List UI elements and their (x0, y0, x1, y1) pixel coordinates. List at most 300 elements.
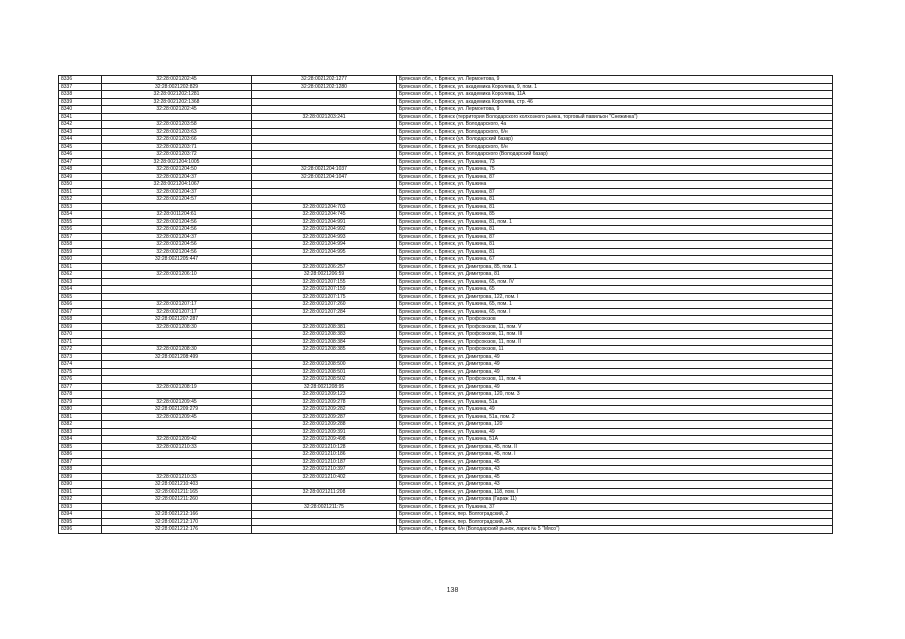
parcel-number-cell: 32:28:0021204:1067 (102, 181, 252, 189)
address-cell: Брянская обл., г. Брянск, ул. Пушкина, 67 (397, 256, 833, 264)
parcel-number-cell: 32:28:0021212:170 (102, 518, 252, 526)
address-cell: Брянская обл., г. Брянск, ул. Профсоюзов, 11 (397, 346, 833, 354)
parcel-number-cell: 32:28:0011204:61 (102, 211, 252, 219)
object-number-cell (252, 316, 397, 324)
row-number-cell: 8360 (59, 256, 102, 264)
row-number-cell: 8342 (59, 121, 102, 129)
parcel-number-cell (102, 451, 252, 459)
object-number-cell (252, 481, 397, 489)
address-cell: Брянская обл., г. Брянск, ул. Пушкина, 87 (397, 173, 833, 181)
object-number-cell (252, 496, 397, 504)
parcel-number-cell: 32:28:0021208:499 (102, 353, 252, 361)
table-row (59, 383, 833, 391)
table-row (59, 128, 833, 136)
address-cell: Брянская обл., г. Брянск, ул. Пушкина, 81, пом. 1 (397, 218, 833, 226)
row-number-cell: 8350 (59, 181, 102, 189)
address-cell: Брянская обл., г. Брянск, ул. Димитрова, 49 (397, 353, 833, 361)
table-row (59, 188, 833, 196)
object-number-cell: 32:28:0021210:186 (252, 451, 397, 459)
parcel-number-cell: 32:28:0021208:30 (102, 323, 252, 331)
table-row (59, 421, 833, 429)
object-number-cell (252, 188, 397, 196)
address-cell: Брянская обл., г. Брянск, ул. Пушкина, 51А (397, 436, 833, 444)
row-number-cell: 8396 (59, 526, 102, 534)
table-row (59, 196, 833, 204)
object-number-cell (252, 518, 397, 526)
row-number-cell: 8388 (59, 466, 102, 474)
row-number-cell: 8338 (59, 91, 102, 99)
row-number-cell: 8371 (59, 338, 102, 346)
row-number-cell: 8390 (59, 481, 102, 489)
row-number-cell: 8380 (59, 406, 102, 414)
object-number-cell: 32:28:0021207:159 (252, 286, 397, 294)
address-cell: Брянская обл., г. Брянск, ул. Димитрова, 43 (397, 481, 833, 489)
table-row (59, 496, 833, 504)
row-number-cell: 8383 (59, 428, 102, 436)
address-cell: Брянская обл., г. Брянск, ул. Димитрова, 49 (397, 361, 833, 369)
object-number-cell: 32:28:0021207:284 (252, 308, 397, 316)
table-row (59, 106, 833, 114)
table-row (59, 256, 833, 264)
row-number-cell: 8376 (59, 376, 102, 384)
address-cell: Брянская обл., г. Брянск, ул. Пушкина, 75 (397, 166, 833, 174)
object-number-cell: 32:28:0021210:187 (252, 458, 397, 466)
parcel-number-cell: 32:28:0021203:66 (102, 136, 252, 144)
row-number-cell: 8343 (59, 128, 102, 136)
row-number-cell: 8378 (59, 391, 102, 399)
table-row (59, 518, 833, 526)
table-row (59, 301, 833, 309)
row-number-cell: 8363 (59, 278, 102, 286)
table-row (59, 338, 833, 346)
object-number-cell: 32:28:0021210:402 (252, 473, 397, 481)
parcel-number-cell: 32:28:0021206:10 (102, 271, 252, 279)
parcel-number-cell: 32:28:0021210:403 (102, 481, 252, 489)
address-cell: Брянская обл., г. Брянск, ул. Пушкина, 49 (397, 428, 833, 436)
address-cell: Брянская обл., г. Брянск, ул. Димитрова, 118, пом. I (397, 488, 833, 496)
row-number-cell: 8367 (59, 308, 102, 316)
address-cell: Брянская обл., г. Брянск, ул. Димитрова (Гараж 11) (397, 496, 833, 504)
table-row (59, 436, 833, 444)
parcel-number-cell: 32:28:0021210:33 (102, 473, 252, 481)
parcel-number-cell: 32:28:0021204:37 (102, 173, 252, 181)
row-number-cell: 8362 (59, 271, 102, 279)
parcel-number-cell: 32:28:0021205:447 (102, 256, 252, 264)
address-cell: Брянская обл., г. Брянск, ул. Пушкина, 81 (397, 203, 833, 211)
row-number-cell: 8356 (59, 226, 102, 234)
address-cell: Брянская обл., г. Брянск (территория Володарского колхозного рынка, торговый павильон "Снежинка") (397, 113, 833, 121)
parcel-number-cell: 32:28:0021207:17 (102, 308, 252, 316)
parcel-number-cell: 32:28:0021207:287 (102, 316, 252, 324)
row-number-cell: 8372 (59, 346, 102, 354)
address-cell: Брянская обл., г. Брянск, ул. Профсоюзов, 11, пом. II (397, 338, 833, 346)
object-number-cell (252, 91, 397, 99)
row-number-cell: 8381 (59, 413, 102, 421)
address-cell: Брянская обл., г. Брянск, ул. Володарского, 4а (397, 121, 833, 129)
row-number-cell: 8353 (59, 203, 102, 211)
object-number-cell (252, 196, 397, 204)
parcel-number-cell: 32:28:0021209:42 (102, 436, 252, 444)
address-cell: Брянская обл., г. Брянск, ул. Димитрова, 45 (397, 458, 833, 466)
object-number-cell: 32:28:0021202:1280 (252, 83, 397, 91)
parcel-number-cell: 32:28:0021203:58 (102, 121, 252, 129)
address-cell: Брянская обл., г. Брянск, ул. Димитрова, 45, пом. II (397, 443, 833, 451)
address-cell: Брянская обл., г. Брянск, ул. Володарского (Володарский базар) (397, 151, 833, 159)
object-number-cell: 32:28:0021211:208 (252, 488, 397, 496)
table-row (59, 91, 833, 99)
table-row (59, 121, 833, 129)
table-row (59, 331, 833, 339)
address-cell: Брянская обл., г. Брянск, ул. Профсоюзов, 11, пом. III (397, 331, 833, 339)
table-row (59, 316, 833, 324)
table-row (59, 293, 833, 301)
parcel-number-cell (102, 331, 252, 339)
parcel-number-cell (102, 203, 252, 211)
address-cell: Брянская обл., г. Брянск, ул. академика Королева, 9, пом. 1 (397, 83, 833, 91)
row-number-cell: 8344 (59, 136, 102, 144)
object-number-cell (252, 106, 397, 114)
object-number-cell (252, 158, 397, 166)
table-row (59, 308, 833, 316)
address-cell: Брянская обл., г. Брянск, ул. Пушкина, 65, пом. IV (397, 278, 833, 286)
object-number-cell: 32:28:0021204:745 (252, 211, 397, 219)
object-number-cell: 32:28:0021210:128 (252, 443, 397, 451)
address-cell: Брянская обл., г. Брянск, ул. академика Королева, стр. 46 (397, 98, 833, 106)
parcel-number-cell: 32:28:0021207:17 (102, 301, 252, 309)
object-number-cell: 32:28:0021204:1047 (252, 173, 397, 181)
row-number-cell: 8337 (59, 83, 102, 91)
object-number-cell (252, 98, 397, 106)
address-cell: Брянская обл., г. Брянск, ул. Пушкина, 65, пом. 1 (397, 301, 833, 309)
row-number-cell: 8336 (59, 76, 102, 84)
row-number-cell: 8377 (59, 383, 102, 391)
address-cell: Брянская обл., г. Брянск, ул. академика Королева, 11А (397, 91, 833, 99)
table-row (59, 158, 833, 166)
parcel-number-cell: 32:28:0021204:37 (102, 233, 252, 241)
row-number-cell: 8394 (59, 511, 102, 519)
parcel-number-cell: 32:28:0021202:45 (102, 76, 252, 84)
table-row (59, 428, 833, 436)
address-cell: Брянская обл., г. Брянск, ул. Пушкина, 81 (397, 226, 833, 234)
address-cell: Брянская обл., г. Брянск, ул. Димитрова, 45, пом. I (397, 451, 833, 459)
table-row (59, 526, 833, 534)
parcel-number-cell: 32:28:0021211:260 (102, 496, 252, 504)
row-number-cell: 8385 (59, 443, 102, 451)
address-cell: Брянская обл., г. Брянск, ул. Володарского, б/н (397, 143, 833, 151)
parcel-number-cell (102, 428, 252, 436)
table-row (59, 113, 833, 121)
row-number-cell: 8341 (59, 113, 102, 121)
parcel-number-cell: 32:28:0021212:166 (102, 511, 252, 519)
object-number-cell: 32:28:0021204:991 (252, 218, 397, 226)
address-cell: Брянская обл., г. Брянск, ул. Димитрова, 45 (397, 473, 833, 481)
row-number-cell: 8355 (59, 218, 102, 226)
address-cell: Брянская обл., г. Брянск, ул. Пушкина, 37 (397, 503, 833, 511)
row-number-cell: 8379 (59, 398, 102, 406)
row-number-cell: 8392 (59, 496, 102, 504)
object-number-cell: 32:28:0021209:282 (252, 406, 397, 414)
row-number-cell: 8357 (59, 233, 102, 241)
row-number-cell: 8382 (59, 421, 102, 429)
table-row (59, 271, 833, 279)
table-row (59, 466, 833, 474)
address-cell: Брянская обл., г. Брянск, ул. Пушкина, 65, пом. I (397, 308, 833, 316)
object-number-cell: 32:28:0021208:385 (252, 346, 397, 354)
row-number-cell: 8365 (59, 293, 102, 301)
object-number-cell (252, 256, 397, 264)
address-cell: Брянская обл., г. Брянск, ул. Пушкина, 81 (397, 248, 833, 256)
parcel-number-cell: 32:28:0021208:19 (102, 383, 252, 391)
parcel-number-cell: 32:28:0021202:829 (102, 83, 252, 91)
address-cell: Брянская обл., г. Брянск, ул. Профсоюзов (397, 316, 833, 324)
address-cell: Брянская обл., г. Брянск, ул. Димитрова, 43 (397, 466, 833, 474)
parcel-number-cell: 32:28:0021209:279 (102, 406, 252, 414)
table-row (59, 323, 833, 331)
object-number-cell: 32:28:0021209:498 (252, 436, 397, 444)
table-row (59, 181, 833, 189)
parcel-number-cell: 32:28:0021204:56 (102, 241, 252, 249)
table-row (59, 218, 833, 226)
row-number-cell: 8393 (59, 503, 102, 511)
object-number-cell: 32:28:0021208:501 (252, 368, 397, 376)
table-row (59, 353, 833, 361)
parcel-number-cell (102, 113, 252, 121)
row-number-cell: 8340 (59, 106, 102, 114)
table-row (59, 443, 833, 451)
object-number-cell (252, 511, 397, 519)
table-row (59, 203, 833, 211)
row-number-cell: 8346 (59, 151, 102, 159)
row-number-cell: 8375 (59, 368, 102, 376)
row-number-cell: 8359 (59, 248, 102, 256)
table-row (59, 248, 833, 256)
row-number-cell: 8366 (59, 301, 102, 309)
object-number-cell: 32:28:0021209:123 (252, 391, 397, 399)
object-number-cell: 32:28:0021208:500 (252, 361, 397, 369)
object-number-cell: 32:28:0021209:287 (252, 413, 397, 421)
object-number-cell: 32:28:0021204:703 (252, 203, 397, 211)
parcel-number-cell: 32:28:0021204:1005 (102, 158, 252, 166)
table-row (59, 136, 833, 144)
object-number-cell (252, 151, 397, 159)
address-cell: Брянская обл., г. Брянск, ул. Пушкина, 85 (397, 211, 833, 219)
table-row (59, 488, 833, 496)
parcel-number-cell (102, 263, 252, 271)
object-number-cell (252, 121, 397, 129)
row-number-cell: 8354 (59, 211, 102, 219)
table-row (59, 143, 833, 151)
address-cell: Брянская обл., г. Брянск, ул. Димитрова, 81 (397, 271, 833, 279)
object-number-cell (252, 143, 397, 151)
parcel-number-cell: 32:28:0021202:1368 (102, 98, 252, 106)
address-cell: Брянская обл., г. Брянск, ул. Лермонтова, 9 (397, 76, 833, 84)
parcel-number-cell: 32:28:0021208:30 (102, 346, 252, 354)
object-number-cell: 32:28:0021209:288 (252, 421, 397, 429)
parcel-number-cell (102, 503, 252, 511)
parcel-number-cell: 32:28:0021211:165 (102, 488, 252, 496)
address-cell: Брянская обл., г. Брянск, ул. Димитрова, 122, пом. I (397, 293, 833, 301)
address-cell: Брянская обл., г. Брянск, пер. Волгоградский, 2А (397, 518, 833, 526)
object-number-cell (252, 526, 397, 534)
parcel-number-cell (102, 293, 252, 301)
object-number-cell: 32:28:0021208:383 (252, 331, 397, 339)
address-cell: Брянская обл., г. Брянск (ул. Володарский базар) (397, 136, 833, 144)
address-cell: Брянская обл., г. Брянск, ул. Димитрова, 85, пом. 1 (397, 263, 833, 271)
object-number-cell: 32:28:0021210:397 (252, 466, 397, 474)
table-row (59, 503, 833, 511)
parcel-number-cell: 32:28:0021203:71 (102, 143, 252, 151)
row-number-cell: 8348 (59, 166, 102, 174)
object-number-cell: 32:28:0021207:155 (252, 278, 397, 286)
address-cell: Брянская обл., г. Брянск, ул. Пушкина, 51а (397, 398, 833, 406)
address-cell: Брянская обл., г. Брянск, ул. Пушкина, 81 (397, 196, 833, 204)
object-number-cell: 32:28:0021211:75 (252, 503, 397, 511)
table-row (59, 211, 833, 219)
address-cell: Брянская обл., г. Брянск, ул. Пушкина, 73 (397, 158, 833, 166)
parcel-number-cell: 32:28:0021202:45 (102, 106, 252, 114)
table-row (59, 263, 833, 271)
address-cell: Брянская обл., г. Брянск, ул. Димитрова, 49 (397, 383, 833, 391)
row-number-cell: 8374 (59, 361, 102, 369)
row-number-cell: 8349 (59, 173, 102, 181)
address-cell: Брянская обл., г. Брянск, ул. Димитрова, 49 (397, 368, 833, 376)
address-cell: Брянская обл., г. Брянск, ул. Пушкина, 87 (397, 188, 833, 196)
table-row (59, 368, 833, 376)
address-cell: Брянская обл., г. Брянск, ул. Лермонтова, 9 (397, 106, 833, 114)
table-row (59, 406, 833, 414)
table-row (59, 481, 833, 489)
row-number-cell: 8358 (59, 241, 102, 249)
row-number-cell: 8387 (59, 458, 102, 466)
parcel-number-cell: 32:28:0021209:45 (102, 413, 252, 421)
table-row (59, 151, 833, 159)
row-number-cell: 8373 (59, 353, 102, 361)
page-number: 138 (446, 587, 459, 594)
address-cell: Брянская обл., г. Брянск, ул. Пушкина, 65 (397, 286, 833, 294)
parcel-number-cell (102, 458, 252, 466)
cadastral-register-table (58, 75, 833, 534)
table-row (59, 458, 833, 466)
parcel-number-cell: 32:28:0021204:50 (102, 166, 252, 174)
address-cell: Брянская обл., г. Брянск, ул. Пушкина, 51а, пом. 2 (397, 413, 833, 421)
table-row (59, 226, 833, 234)
parcel-number-cell (102, 466, 252, 474)
row-number-cell: 8370 (59, 331, 102, 339)
object-number-cell: 32:28:0021208:381 (252, 323, 397, 331)
row-number-cell: 8395 (59, 518, 102, 526)
row-number-cell: 8391 (59, 488, 102, 496)
object-number-cell (252, 136, 397, 144)
table-row (59, 83, 833, 91)
table-row (59, 451, 833, 459)
parcel-number-cell (102, 361, 252, 369)
row-number-cell: 8347 (59, 158, 102, 166)
table-row (59, 346, 833, 354)
table-body (59, 76, 833, 534)
object-number-cell: 32:28:0021208:95 (252, 383, 397, 391)
parcel-number-cell (102, 368, 252, 376)
address-cell: Брянская обл., г. Брянск, ул. Пушкина, 81 (397, 241, 833, 249)
row-number-cell: 8345 (59, 143, 102, 151)
parcel-number-cell (102, 338, 252, 346)
parcel-number-cell (102, 278, 252, 286)
object-number-cell: 32:28:0021206:257 (252, 263, 397, 271)
table-row (59, 166, 833, 174)
parcel-number-cell: 32:28:0021204:56 (102, 248, 252, 256)
row-number-cell: 8364 (59, 286, 102, 294)
parcel-number-cell: 32:28:0021203:72 (102, 151, 252, 159)
object-number-cell: 32:28:0021208:384 (252, 338, 397, 346)
address-cell: Брянская обл., г. Брянск, ул. Димитрова, 120 (397, 421, 833, 429)
row-number-cell: 8351 (59, 188, 102, 196)
object-number-cell: 32:28:0021209:391 (252, 428, 397, 436)
table-row (59, 398, 833, 406)
table-row (59, 76, 833, 84)
table-row (59, 233, 833, 241)
table-row (59, 98, 833, 106)
object-number-cell: 32:28:0021206:59 (252, 271, 397, 279)
row-number-cell: 8389 (59, 473, 102, 481)
parcel-number-cell: 32:28:0021204:37 (102, 188, 252, 196)
row-number-cell: 8352 (59, 196, 102, 204)
object-number-cell: 32:28:0021208:502 (252, 376, 397, 384)
parcel-number-cell (102, 376, 252, 384)
parcel-number-cell: 32:28:0021212:176 (102, 526, 252, 534)
object-number-cell: 32:28:0021204:994 (252, 241, 397, 249)
table-row (59, 278, 833, 286)
parcel-number-cell (102, 286, 252, 294)
address-cell: Брянская обл., г. Брянск, ул. Пушкина, 49 (397, 406, 833, 414)
object-number-cell: 32:28:0021207:175 (252, 293, 397, 301)
address-cell: Брянская обл., г. Брянск, ул. Димитрова, 120, пом. 3 (397, 391, 833, 399)
parcel-number-cell: 32:28:0021204:56 (102, 218, 252, 226)
table-row (59, 511, 833, 519)
parcel-number-cell: 32:28:0021209:45 (102, 398, 252, 406)
object-number-cell (252, 128, 397, 136)
object-number-cell: 32:28:0021203:241 (252, 113, 397, 121)
table-row (59, 361, 833, 369)
table-row (59, 241, 833, 249)
address-cell: Брянская обл., г. Брянск, ул. Профсоюзов, 11, пом. V (397, 323, 833, 331)
row-number-cell: 8339 (59, 98, 102, 106)
object-number-cell: 32:28:0021209:278 (252, 398, 397, 406)
parcel-number-cell: 32:28:0021202:1281 (102, 91, 252, 99)
row-number-cell: 8384 (59, 436, 102, 444)
table-row (59, 286, 833, 294)
address-cell: Брянская обл., г. Брянск, ул. Пушкина, 87 (397, 233, 833, 241)
row-number-cell: 8386 (59, 451, 102, 459)
object-number-cell: 32:28:0021207:260 (252, 301, 397, 309)
object-number-cell: 32:28:0021204:995 (252, 248, 397, 256)
object-number-cell: 32:28:0021204:993 (252, 233, 397, 241)
address-cell: Брянская обл., г. Брянск, ул. Профсоюзов, 11, пом. 4 (397, 376, 833, 384)
table-row (59, 173, 833, 181)
table-row (59, 413, 833, 421)
parcel-number-cell: 32:28:0021203:63 (102, 128, 252, 136)
object-number-cell: 32:28:0021202:1277 (252, 76, 397, 84)
table-row (59, 391, 833, 399)
parcel-number-cell: 32:28:0021204:56 (102, 226, 252, 234)
address-cell: Брянская обл., г. Брянск, ул. Пушкина (397, 181, 833, 189)
object-number-cell: 32:28:0021204:992 (252, 226, 397, 234)
object-number-cell (252, 353, 397, 361)
table-row (59, 473, 833, 481)
object-number-cell (252, 181, 397, 189)
table-row (59, 376, 833, 384)
object-number-cell: 32:28:0021204:1037 (252, 166, 397, 174)
address-cell: Брянская обл., г. Брянск, б/н (Володарский рынок, ларек № 5 "Мясо") (397, 526, 833, 534)
address-cell: Брянская обл., г. Брянск, пер. Волгоградский, 2 (397, 511, 833, 519)
